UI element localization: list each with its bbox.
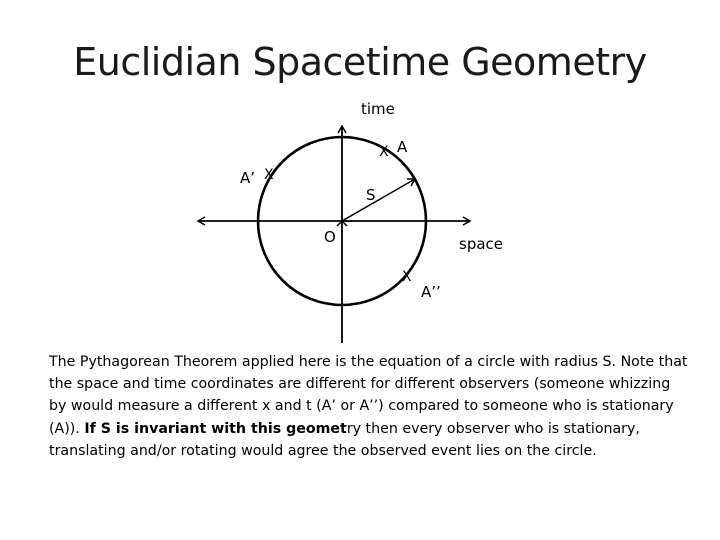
explanation-bold-part: If S is invariant with this geomet [84, 420, 347, 437]
event-a-prime-marker: X [264, 167, 274, 183]
explanation-part-1: The Pythagorean Theorem applied here is the equation of a circle with radius S. Note that the space and time coordinates are different for different observers (someone whizzing by would measure a different x and t (A’ or A’’) compared to someone who is stationary (A)). [49, 354, 688, 437]
explanation-part-2: ry then every observer who is stationary, translating and/or rotating would agree the observed event lies on the circle. [49, 420, 640, 459]
radius-label: S [366, 186, 376, 204]
event-a-label: A [397, 138, 408, 156]
explanation-text [49, 351, 689, 462]
origin-label: O [324, 228, 336, 246]
time-axis-label: time [361, 100, 395, 118]
slide-title: Euclidian Spacetime Geometry [73, 40, 647, 84]
event-a-double-prime-label: A’’ [421, 283, 441, 301]
event-a-marker: X [379, 144, 389, 160]
radius-line [342, 179, 415, 221]
event-a-prime-label: A’ [240, 169, 256, 187]
event-a-double-prime-marker: X [402, 269, 412, 285]
space-axis-label: space [459, 235, 504, 253]
